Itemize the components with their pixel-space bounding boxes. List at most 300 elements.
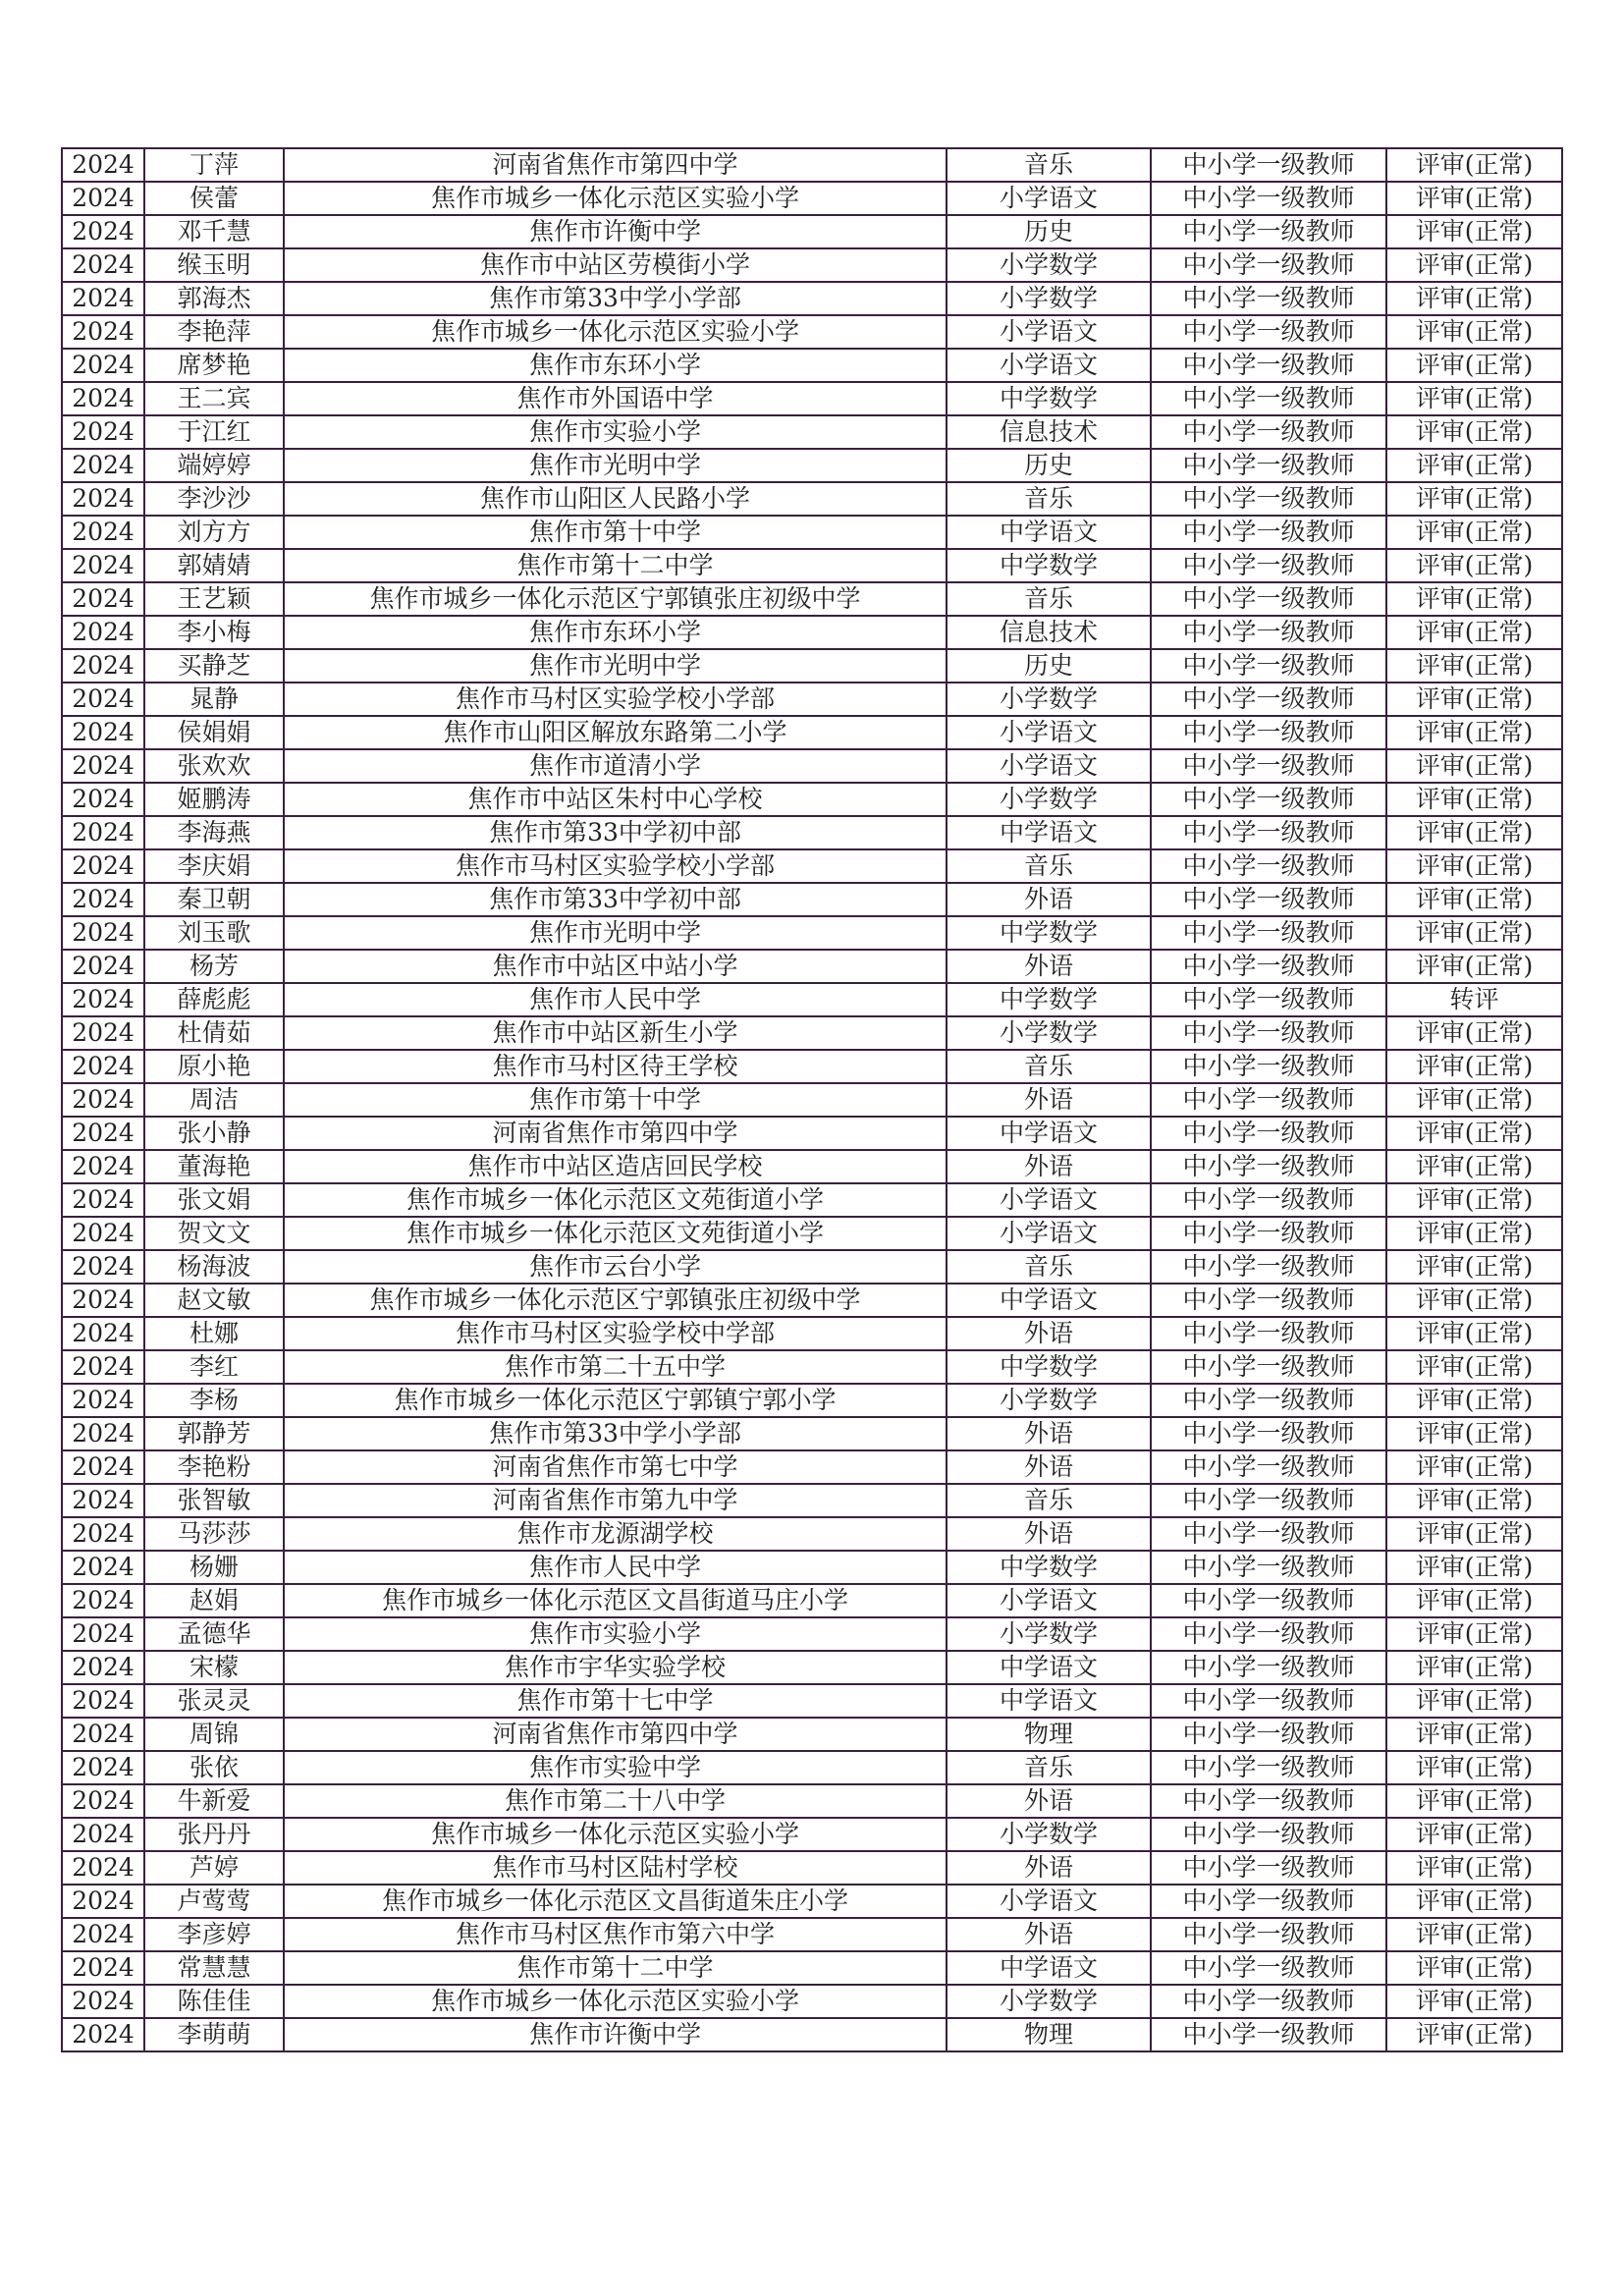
- year-cell: 2024: [62, 1517, 144, 1551]
- name-cell: 晁静: [144, 683, 284, 716]
- review-type-cell: 评审(正常): [1386, 1083, 1562, 1117]
- year-cell: 2024: [62, 382, 144, 415]
- table-row: [62, 1684, 1562, 1718]
- table-row: [62, 1150, 1562, 1183]
- year-cell: 2024: [62, 783, 144, 816]
- table-row: [62, 816, 1562, 849]
- table-row: [62, 1317, 1562, 1350]
- table-row: [62, 182, 1562, 215]
- unit-cell: 焦作市城乡一体化示范区实验小学: [284, 315, 947, 349]
- title-cell: 中小学一级教师: [1151, 349, 1386, 382]
- name-cell: 赵文敏: [144, 1284, 284, 1317]
- table-row: [62, 1918, 1562, 1951]
- year-cell: 2024: [62, 950, 144, 983]
- table-row: [62, 1951, 1562, 1985]
- review-type-cell: 评审(正常): [1386, 1484, 1562, 1517]
- year-cell: 2024: [62, 1417, 144, 1450]
- review-type-cell: 评审(正常): [1386, 1751, 1562, 1784]
- name-cell: 刘玉歌: [144, 916, 284, 950]
- unit-cell: 河南省焦作市第九中学: [284, 1484, 947, 1517]
- unit-cell: 焦作市马村区陆村学校: [284, 1851, 947, 1885]
- name-cell: 张丹丹: [144, 1818, 284, 1851]
- unit-cell: 焦作市第33中学小学部: [284, 282, 947, 315]
- name-cell: 张欢欢: [144, 749, 284, 783]
- table-row: [62, 1484, 1562, 1517]
- subject-cell: 中学数学: [947, 1551, 1151, 1584]
- table-row: [62, 649, 1562, 683]
- table-row: [62, 1117, 1562, 1150]
- title-cell: 中小学一级教师: [1151, 783, 1386, 816]
- subject-cell: 中学语文: [947, 1951, 1151, 1985]
- unit-cell: 焦作市第十七中学: [284, 1684, 947, 1718]
- review-type-cell: 评审(正常): [1386, 415, 1562, 449]
- name-cell: 杨芳: [144, 950, 284, 983]
- table-row: [62, 482, 1562, 516]
- subject-cell: 小学语文: [947, 315, 1151, 349]
- subject-cell: 音乐: [947, 1050, 1151, 1083]
- title-cell: 中小学一级教师: [1151, 1784, 1386, 1818]
- subject-cell: 小学数学: [947, 1617, 1151, 1651]
- review-type-cell: 转评: [1386, 983, 1562, 1016]
- year-cell: 2024: [62, 1083, 144, 1117]
- table-row: [62, 1517, 1562, 1551]
- table-row: [62, 783, 1562, 816]
- title-cell: 中小学一级教师: [1151, 1250, 1386, 1284]
- name-cell: 张文娟: [144, 1183, 284, 1217]
- review-type-cell: 评审(正常): [1386, 1617, 1562, 1651]
- year-cell: 2024: [62, 1617, 144, 1651]
- table-row: [62, 1617, 1562, 1651]
- year-cell: 2024: [62, 182, 144, 215]
- table-row: [62, 248, 1562, 282]
- subject-cell: 外语: [947, 1150, 1151, 1183]
- subject-cell: 中学语文: [947, 816, 1151, 849]
- title-cell: 中小学一级教师: [1151, 683, 1386, 716]
- name-cell: 孟德华: [144, 1617, 284, 1651]
- subject-cell: 音乐: [947, 1250, 1151, 1284]
- name-cell: 王艺颖: [144, 582, 284, 616]
- title-cell: 中小学一级教师: [1151, 1517, 1386, 1551]
- year-cell: 2024: [62, 1284, 144, 1317]
- table-row: [62, 1183, 1562, 1217]
- table-row: [62, 1718, 1562, 1751]
- name-cell: 薛彪彪: [144, 983, 284, 1016]
- subject-cell: 中学数学: [947, 916, 1151, 950]
- subject-cell: 中学语文: [947, 516, 1151, 549]
- review-type-cell: 评审(正常): [1386, 1851, 1562, 1885]
- unit-cell: 焦作市城乡一体化示范区文昌街道朱庄小学: [284, 1885, 947, 1918]
- table-row: [62, 449, 1562, 482]
- name-cell: 李杨: [144, 1384, 284, 1417]
- title-cell: 中小学一级教师: [1151, 849, 1386, 883]
- year-cell: 2024: [62, 215, 144, 248]
- year-cell: 2024: [62, 749, 144, 783]
- title-cell: 中小学一级教师: [1151, 749, 1386, 783]
- year-cell: 2024: [62, 683, 144, 716]
- review-type-cell: 评审(正常): [1386, 2018, 1562, 2051]
- review-type-cell: 评审(正常): [1386, 282, 1562, 315]
- unit-cell: 焦作市城乡一体化示范区实验小学: [284, 1985, 947, 2018]
- title-cell: 中小学一级教师: [1151, 482, 1386, 516]
- table-row: [62, 1350, 1562, 1384]
- title-cell: 中小学一级教师: [1151, 1384, 1386, 1417]
- unit-cell: 焦作市马村区实验学校小学部: [284, 849, 947, 883]
- title-cell: 中小学一级教师: [1151, 1284, 1386, 1317]
- review-type-cell: 评审(正常): [1386, 1384, 1562, 1417]
- table-row: [62, 1450, 1562, 1484]
- year-cell: 2024: [62, 248, 144, 282]
- subject-cell: 外语: [947, 883, 1151, 916]
- name-cell: 李艳粉: [144, 1450, 284, 1484]
- unit-cell: 焦作市第二十五中学: [284, 1350, 947, 1384]
- name-cell: 缑玉明: [144, 248, 284, 282]
- table-row: [62, 1050, 1562, 1083]
- subject-cell: 中学语文: [947, 1284, 1151, 1317]
- unit-cell: 焦作市许衡中学: [284, 2018, 947, 2051]
- name-cell: 侯娟娟: [144, 716, 284, 749]
- title-cell: 中小学一级教师: [1151, 182, 1386, 215]
- review-type-cell: 评审(正常): [1386, 449, 1562, 482]
- year-cell: 2024: [62, 1484, 144, 1517]
- name-cell: 张智敏: [144, 1484, 284, 1517]
- table-row: [62, 382, 1562, 415]
- year-cell: 2024: [62, 1784, 144, 1818]
- title-cell: 中小学一级教师: [1151, 1484, 1386, 1517]
- subject-cell: 历史: [947, 649, 1151, 683]
- title-cell: 中小学一级教师: [1151, 716, 1386, 749]
- subject-cell: 小学数学: [947, 282, 1151, 315]
- review-type-cell: 评审(正常): [1386, 1551, 1562, 1584]
- review-type-cell: 评审(正常): [1386, 549, 1562, 582]
- table-row: [62, 1818, 1562, 1851]
- title-cell: 中小学一级教师: [1151, 1551, 1386, 1584]
- unit-cell: 焦作市中站区新生小学: [284, 1016, 947, 1050]
- review-type-cell: 评审(正常): [1386, 582, 1562, 616]
- review-type-cell: 评审(正常): [1386, 1217, 1562, 1250]
- year-cell: 2024: [62, 649, 144, 683]
- name-cell: 马莎莎: [144, 1517, 284, 1551]
- table-row: [62, 1284, 1562, 1317]
- subject-cell: 中学数学: [947, 382, 1151, 415]
- unit-cell: 焦作市城乡一体化示范区宁郭镇宁郭小学: [284, 1384, 947, 1417]
- subject-cell: 中学数学: [947, 549, 1151, 582]
- name-cell: 席梦艳: [144, 349, 284, 382]
- table-row: [62, 716, 1562, 749]
- review-type-cell: 评审(正常): [1386, 616, 1562, 649]
- subject-cell: 音乐: [947, 582, 1151, 616]
- title-cell: 中小学一级教师: [1151, 1584, 1386, 1617]
- unit-cell: 焦作市城乡一体化示范区宁郭镇张庄初级中学: [284, 1284, 947, 1317]
- unit-cell: 河南省焦作市第四中学: [284, 148, 947, 182]
- name-cell: 郭婧婧: [144, 549, 284, 582]
- name-cell: 秦卫朝: [144, 883, 284, 916]
- year-cell: 2024: [62, 983, 144, 1016]
- subject-cell: 中学语文: [947, 1651, 1151, 1684]
- table-row: [62, 1885, 1562, 1918]
- title-cell: 中小学一级教师: [1151, 449, 1386, 482]
- year-cell: 2024: [62, 1718, 144, 1751]
- title-cell: 中小学一级教师: [1151, 248, 1386, 282]
- document-page: [61, 147, 1561, 2052]
- subject-cell: 小学语文: [947, 1885, 1151, 1918]
- name-cell: 郭静芳: [144, 1417, 284, 1450]
- title-cell: 中小学一级教师: [1151, 1684, 1386, 1718]
- review-type-cell: 评审(正常): [1386, 1918, 1562, 1951]
- title-cell: 中小学一级教师: [1151, 1985, 1386, 2018]
- subject-cell: 音乐: [947, 482, 1151, 516]
- title-cell: 中小学一级教师: [1151, 816, 1386, 849]
- title-cell: 中小学一级教师: [1151, 1350, 1386, 1384]
- review-type-cell: 评审(正常): [1386, 1985, 1562, 2018]
- title-cell: 中小学一级教师: [1151, 1617, 1386, 1651]
- subject-cell: 物理: [947, 1718, 1151, 1751]
- unit-cell: 焦作市第33中学初中部: [284, 883, 947, 916]
- review-type-cell: 评审(正常): [1386, 516, 1562, 549]
- unit-cell: 焦作市城乡一体化示范区文昌街道马庄小学: [284, 1584, 947, 1617]
- unit-cell: 焦作市马村区待王学校: [284, 1050, 947, 1083]
- subject-cell: 音乐: [947, 148, 1151, 182]
- review-type-cell: 评审(正常): [1386, 1150, 1562, 1183]
- unit-cell: 焦作市宇华实验学校: [284, 1651, 947, 1684]
- title-cell: 中小学一级教师: [1151, 415, 1386, 449]
- subject-cell: 小学数学: [947, 683, 1151, 716]
- unit-cell: 焦作市城乡一体化示范区文苑街道小学: [284, 1183, 947, 1217]
- table-row: [62, 315, 1562, 349]
- table-row: [62, 883, 1562, 916]
- title-cell: 中小学一级教师: [1151, 1818, 1386, 1851]
- review-type-cell: 评审(正常): [1386, 683, 1562, 716]
- subject-cell: 小学语文: [947, 349, 1151, 382]
- title-cell: 中小学一级教师: [1151, 1718, 1386, 1751]
- subject-cell: 中学数学: [947, 983, 1151, 1016]
- title-cell: 中小学一级教师: [1151, 549, 1386, 582]
- name-cell: 杨姗: [144, 1551, 284, 1584]
- unit-cell: 焦作市第十中学: [284, 516, 947, 549]
- review-type-cell: 评审(正常): [1386, 916, 1562, 950]
- unit-cell: 焦作市第十二中学: [284, 1951, 947, 1985]
- year-cell: 2024: [62, 1584, 144, 1617]
- table-row: [62, 1784, 1562, 1818]
- name-cell: 李彦婷: [144, 1918, 284, 1951]
- subject-cell: 小学数学: [947, 248, 1151, 282]
- subject-cell: 外语: [947, 1517, 1151, 1551]
- subject-cell: 历史: [947, 449, 1151, 482]
- teacher-review-table: [61, 147, 1563, 2052]
- year-cell: 2024: [62, 1183, 144, 1217]
- unit-cell: 河南省焦作市第四中学: [284, 1117, 947, 1150]
- review-type-cell: 评审(正常): [1386, 649, 1562, 683]
- year-cell: 2024: [62, 1951, 144, 1985]
- subject-cell: 外语: [947, 1918, 1151, 1951]
- title-cell: 中小学一级教师: [1151, 1651, 1386, 1684]
- review-type-cell: 评审(正常): [1386, 315, 1562, 349]
- review-type-cell: 评审(正常): [1386, 1117, 1562, 1150]
- unit-cell: 焦作市人民中学: [284, 1551, 947, 1584]
- review-type-cell: 评审(正常): [1386, 1517, 1562, 1551]
- title-cell: 中小学一级教师: [1151, 582, 1386, 616]
- table-row: [62, 549, 1562, 582]
- review-type-cell: 评审(正常): [1386, 1250, 1562, 1284]
- review-type-cell: 评审(正常): [1386, 1818, 1562, 1851]
- year-cell: 2024: [62, 315, 144, 349]
- table-body: [62, 148, 1562, 2051]
- review-type-cell: 评审(正常): [1386, 783, 1562, 816]
- table-row: [62, 282, 1562, 315]
- title-cell: 中小学一级教师: [1151, 1083, 1386, 1117]
- table-row: [62, 1250, 1562, 1284]
- subject-cell: 外语: [947, 1784, 1151, 1818]
- name-cell: 贺文文: [144, 1217, 284, 1250]
- title-cell: 中小学一级教师: [1151, 1885, 1386, 1918]
- name-cell: 杜娜: [144, 1317, 284, 1350]
- name-cell: 于江红: [144, 415, 284, 449]
- subject-cell: 中学语文: [947, 1117, 1151, 1150]
- name-cell: 李红: [144, 1350, 284, 1384]
- title-cell: 中小学一级教师: [1151, 1317, 1386, 1350]
- unit-cell: 焦作市实验小学: [284, 1617, 947, 1651]
- table-row: [62, 950, 1562, 983]
- title-cell: 中小学一级教师: [1151, 1951, 1386, 1985]
- unit-cell: 焦作市第33中学初中部: [284, 816, 947, 849]
- review-type-cell: 评审(正常): [1386, 749, 1562, 783]
- subject-cell: 音乐: [947, 1484, 1151, 1517]
- table-row: [62, 1651, 1562, 1684]
- year-cell: 2024: [62, 516, 144, 549]
- unit-cell: 焦作市第33中学小学部: [284, 1417, 947, 1450]
- review-type-cell: 评审(正常): [1386, 716, 1562, 749]
- table-row: [62, 516, 1562, 549]
- title-cell: 中小学一级教师: [1151, 1217, 1386, 1250]
- name-cell: 杜倩茹: [144, 1016, 284, 1050]
- review-type-cell: 评审(正常): [1386, 248, 1562, 282]
- table-row: [62, 616, 1562, 649]
- name-cell: 常慧慧: [144, 1951, 284, 1985]
- title-cell: 中小学一级教师: [1151, 282, 1386, 315]
- name-cell: 董海艳: [144, 1150, 284, 1183]
- name-cell: 周洁: [144, 1083, 284, 1117]
- year-cell: 2024: [62, 1150, 144, 1183]
- unit-cell: 焦作市外国语中学: [284, 382, 947, 415]
- unit-cell: 焦作市第十二中学: [284, 549, 947, 582]
- title-cell: 中小学一级教师: [1151, 1751, 1386, 1784]
- year-cell: 2024: [62, 415, 144, 449]
- unit-cell: 焦作市光明中学: [284, 916, 947, 950]
- table-row: [62, 1083, 1562, 1117]
- year-cell: 2024: [62, 349, 144, 382]
- year-cell: 2024: [62, 1350, 144, 1384]
- subject-cell: 小学数学: [947, 783, 1151, 816]
- name-cell: 丁萍: [144, 148, 284, 182]
- unit-cell: 焦作市第二十八中学: [284, 1784, 947, 1818]
- year-cell: 2024: [62, 1851, 144, 1885]
- review-type-cell: 评审(正常): [1386, 1284, 1562, 1317]
- table-row: [62, 1985, 1562, 2018]
- review-type-cell: 评审(正常): [1386, 1183, 1562, 1217]
- table-row: [62, 916, 1562, 950]
- year-cell: 2024: [62, 1885, 144, 1918]
- subject-cell: 小学语文: [947, 182, 1151, 215]
- name-cell: 李小梅: [144, 616, 284, 649]
- name-cell: 郭海杰: [144, 282, 284, 315]
- unit-cell: 焦作市中站区朱村中心学校: [284, 783, 947, 816]
- title-cell: 中小学一级教师: [1151, 1851, 1386, 1885]
- year-cell: 2024: [62, 1651, 144, 1684]
- unit-cell: 焦作市第十中学: [284, 1083, 947, 1117]
- title-cell: 中小学一级教师: [1151, 616, 1386, 649]
- year-cell: 2024: [62, 1551, 144, 1584]
- name-cell: 侯蕾: [144, 182, 284, 215]
- title-cell: 中小学一级教师: [1151, 215, 1386, 248]
- subject-cell: 外语: [947, 1851, 1151, 1885]
- name-cell: 芦婷: [144, 1851, 284, 1885]
- table-row: [62, 849, 1562, 883]
- year-cell: 2024: [62, 549, 144, 582]
- unit-cell: 焦作市许衡中学: [284, 215, 947, 248]
- name-cell: 原小艳: [144, 1050, 284, 1083]
- year-cell: 2024: [62, 883, 144, 916]
- table-row: [62, 983, 1562, 1016]
- subject-cell: 外语: [947, 950, 1151, 983]
- name-cell: 李艳萍: [144, 315, 284, 349]
- table-row: [62, 215, 1562, 248]
- name-cell: 张依: [144, 1751, 284, 1784]
- name-cell: 李庆娟: [144, 849, 284, 883]
- year-cell: 2024: [62, 449, 144, 482]
- year-cell: 2024: [62, 2018, 144, 2051]
- name-cell: 牛新爱: [144, 1784, 284, 1818]
- name-cell: 李萌萌: [144, 2018, 284, 2051]
- subject-cell: 物理: [947, 2018, 1151, 2051]
- title-cell: 中小学一级教师: [1151, 382, 1386, 415]
- unit-cell: 焦作市道清小学: [284, 749, 947, 783]
- unit-cell: 焦作市城乡一体化示范区宁郭镇张庄初级中学: [284, 582, 947, 616]
- review-type-cell: 评审(正常): [1386, 1684, 1562, 1718]
- subject-cell: 小学语文: [947, 716, 1151, 749]
- year-cell: 2024: [62, 1684, 144, 1718]
- year-cell: 2024: [62, 916, 144, 950]
- table-row: [62, 1751, 1562, 1784]
- unit-cell: 焦作市东环小学: [284, 616, 947, 649]
- year-cell: 2024: [62, 1117, 144, 1150]
- year-cell: 2024: [62, 482, 144, 516]
- title-cell: 中小学一级教师: [1151, 2018, 1386, 2051]
- title-cell: 中小学一级教师: [1151, 1150, 1386, 1183]
- name-cell: 周锦: [144, 1718, 284, 1751]
- subject-cell: 音乐: [947, 1751, 1151, 1784]
- review-type-cell: 评审(正常): [1386, 950, 1562, 983]
- year-cell: 2024: [62, 282, 144, 315]
- title-cell: 中小学一级教师: [1151, 950, 1386, 983]
- unit-cell: 焦作市马村区实验学校小学部: [284, 683, 947, 716]
- year-cell: 2024: [62, 1217, 144, 1250]
- year-cell: 2024: [62, 1450, 144, 1484]
- year-cell: 2024: [62, 148, 144, 182]
- year-cell: 2024: [62, 716, 144, 749]
- review-type-cell: 评审(正常): [1386, 816, 1562, 849]
- unit-cell: 焦作市实验小学: [284, 415, 947, 449]
- unit-cell: 焦作市马村区焦作市第六中学: [284, 1918, 947, 1951]
- review-type-cell: 评审(正常): [1386, 1317, 1562, 1350]
- unit-cell: 河南省焦作市第七中学: [284, 1450, 947, 1484]
- table-row: [62, 1551, 1562, 1584]
- review-type-cell: 评审(正常): [1386, 148, 1562, 182]
- unit-cell: 焦作市山阳区人民路小学: [284, 482, 947, 516]
- subject-cell: 小学数学: [947, 1016, 1151, 1050]
- review-type-cell: 评审(正常): [1386, 1350, 1562, 1384]
- subject-cell: 小学数学: [947, 1985, 1151, 2018]
- year-cell: 2024: [62, 816, 144, 849]
- name-cell: 卢莺莺: [144, 1885, 284, 1918]
